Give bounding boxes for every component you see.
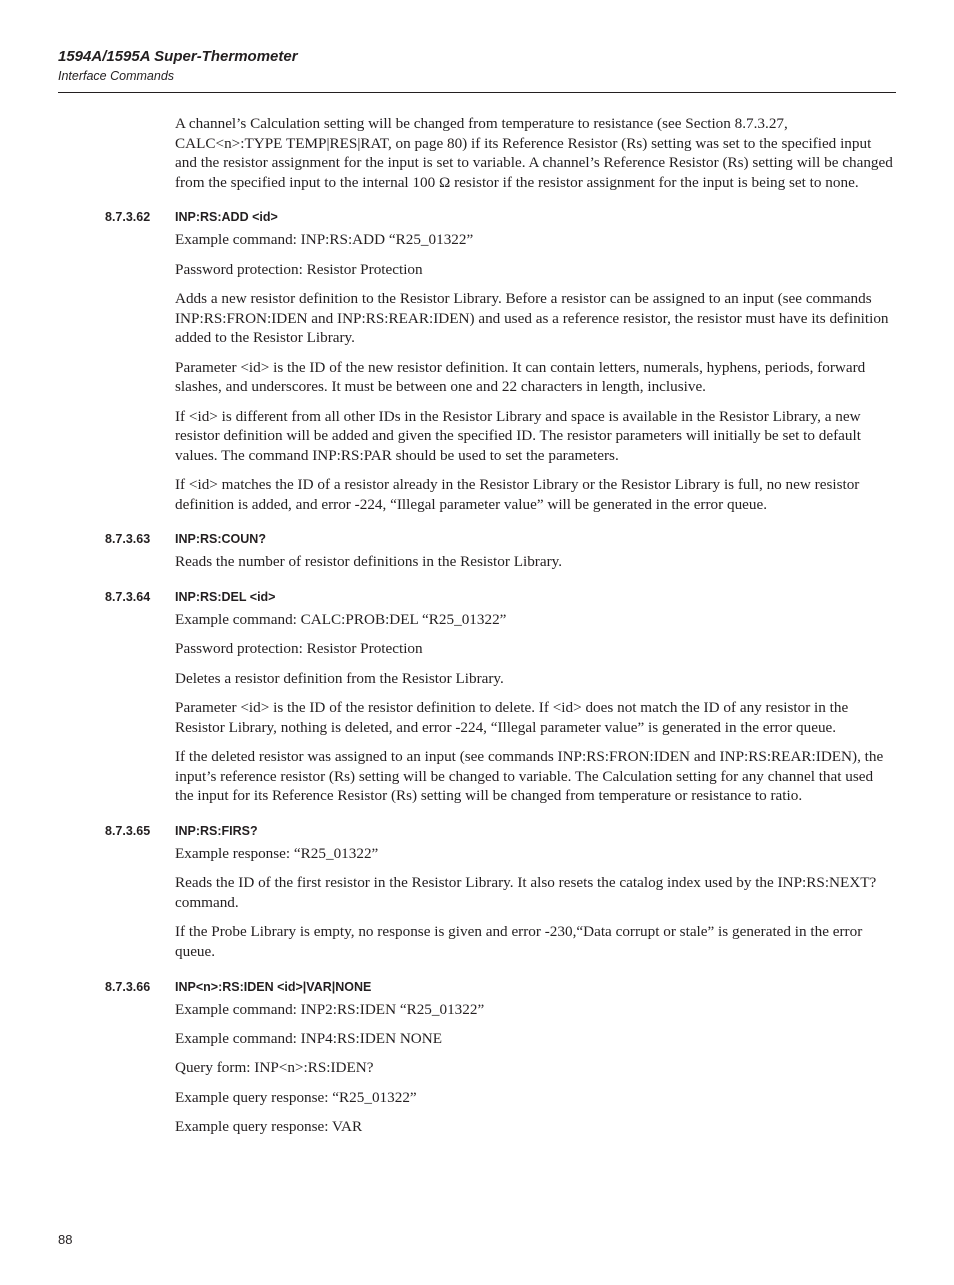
paragraph: If <id> is different from all other IDs in the Resistor Library and space is available in the Resistor Library, a new resistor definition will be added and given the specified ID. The resistor parameters will initially be set to default values. The command INP:RS:PAR should be used to set the parameters. (175, 407, 861, 464)
intro-paragraph: A channel’s Calculation setting will be changed from temperature to resistance (see Section 8.7.3.27, CALC<n>:TYPE TEMP|RES|RAT, on page 80) if its Reference Resistor (Rs) setting was set to the specified input and the resistor assignment for the input is set to variable. A channel’s Reference Resistor (Rs) setting will be changed from the specified input to the internal 100 Ω resistor if the resistor assignment for the input is being set to none. (175, 115, 893, 191)
paragraph: Query form: INP<n>:RS:IDEN? (175, 1059, 374, 1077)
paragraph: Example response: “R25_01322” (175, 845, 379, 863)
section-heading (105, 822, 895, 840)
section-number: 8.7.3.66 (105, 979, 151, 994)
paragraph: Example command: INP4:RS:IDEN NONE (175, 1029, 443, 1047)
paragraph: Parameter <id> is the ID of the new resistor definition. It can contain letters, numerals, hyphens, periods, forward slashes, and underscores. It must be between one and 22 characters in length, inclusive. (175, 358, 866, 396)
section-title: INP:RS:COUN? (175, 532, 266, 547)
section-heading (105, 588, 895, 606)
page-header (58, 47, 896, 85)
paragraph: Password protection: Resistor Protection (175, 640, 423, 658)
section-title: INP<n>:RS:IDEN <id>|VAR|NONE (175, 979, 372, 994)
paragraph: Parameter <id> is the ID of the resistor definition to delete. If <id> does not match the ID of any resistor in the Resistor Library, nothing is deleted, and error -224, “Illegal parameter value” is generated in the error queue. (175, 699, 849, 736)
paragraph: Example command: INP:RS:ADD “R25_01322” (175, 231, 474, 249)
section-title: INP:RS:FIRS? (175, 824, 258, 839)
section-title: INP:RS:ADD <id> (175, 210, 278, 225)
paragraph: If <id> matches the ID of a resistor already in the Resistor Library or the Resistor Library is full, no new resistor definition is added, and error -224, “Illegal parameter value” will be generated in the error queue. (175, 476, 860, 513)
paragraph: Reads the number of resistor definitions in the Resistor Library. (175, 553, 563, 571)
section-inp-rs-add (105, 208, 895, 514)
section-title: INP:RS:DEL <id> (175, 590, 276, 605)
paragraph: Example command: CALC:PROB:DEL “R25_01322” (175, 611, 507, 629)
section-inp-rs-firs (105, 822, 895, 962)
page-body (105, 114, 895, 1147)
paragraph: If the Probe Library is empty, no response is given and error -230,“Data corrupt or stale” is generated in the error queue. (175, 923, 863, 960)
section-number: 8.7.3.64 (105, 590, 151, 605)
paragraph: Reads the ID of the first resistor in the Resistor Library. It also resets the catalog index used by the INP:RS:NEXT? command. (175, 874, 877, 911)
header-divider (58, 92, 896, 93)
document-title: 1594A/1595A Super-Thermometer (58, 48, 298, 65)
page-number: 88 (58, 1232, 73, 1247)
section-inp-rs-coun (105, 530, 895, 572)
paragraph: Example query response: “R25_01322” (175, 1088, 417, 1106)
paragraph: Example command: INP2:RS:IDEN “R25_01322” (175, 1000, 485, 1018)
section-heading (105, 530, 895, 548)
section-heading (105, 978, 895, 996)
section-inp-rs-iden (105, 978, 895, 1137)
section-number: 8.7.3.62 (105, 210, 151, 225)
section-heading (105, 208, 895, 226)
section-number: 8.7.3.63 (105, 532, 151, 547)
paragraph: If the deleted resistor was assigned to an input (see commands INP:RS:FRON:IDEN and INP:RS:REAR:IDEN), the input’s reference resistor (Rs) setting will be changed to variable. The Calculation setting for any channel that used the input for its Reference Resistor (Rs) setting will be changed from temperature or resistance to ratio. (175, 748, 884, 805)
chapter-subtitle: Interface Commands (58, 69, 175, 83)
paragraph: Adds a new resistor definition to the Resistor Library. Before a resistor can be assigned to an input (see commands INP:RS:FRON:IDEN and INP:RS:REAR:IDEN) and used as a reference resistor, the resistor must have its definition added to the Resistor Library. (175, 290, 889, 347)
section-number: 8.7.3.65 (105, 824, 151, 839)
section-inp-rs-del (105, 588, 895, 806)
paragraph: Deletes a resistor definition from the Resistor Library. (175, 669, 504, 687)
paragraph: Password protection: Resistor Protection (175, 260, 423, 278)
paragraph: Example query response: VAR (175, 1118, 363, 1136)
